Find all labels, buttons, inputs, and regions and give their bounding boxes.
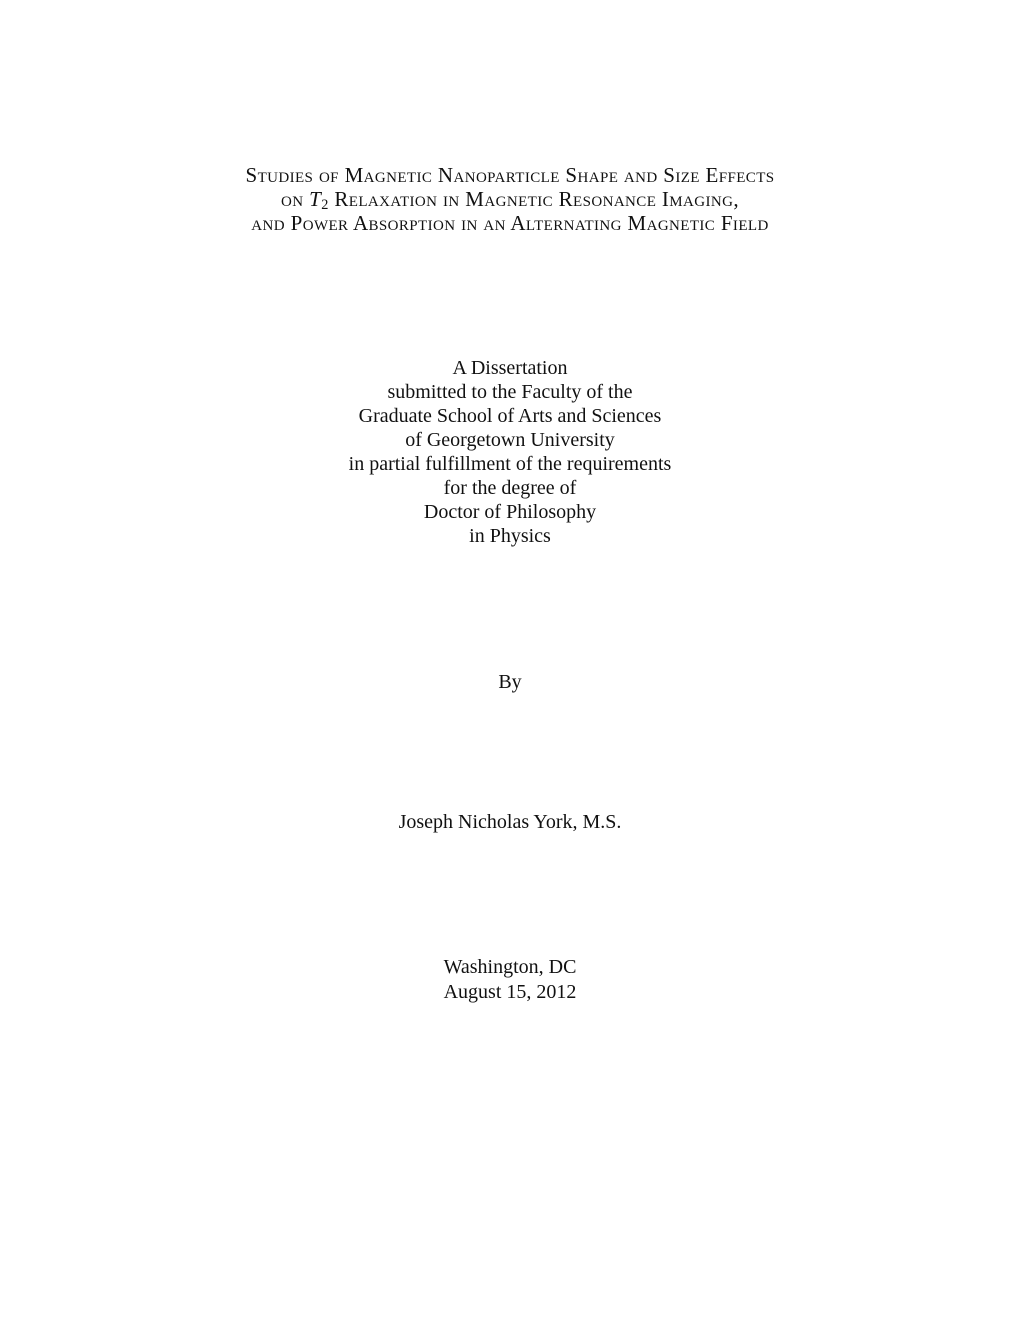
location: Washington, DC <box>443 956 577 978</box>
statement-line: submitted to the Faculty of the <box>387 381 633 403</box>
statement-line: of Georgetown University <box>405 429 615 451</box>
statement-line: in partial fulfillment of the requirements <box>348 453 672 475</box>
statement-line: A Dissertation <box>452 357 568 379</box>
dissertation-title <box>0 163 1020 235</box>
statement-line: Doctor of Philosophy <box>423 501 597 523</box>
t2-variable: T <box>309 187 322 211</box>
statement-line: Graduate School of Arts and Sciences <box>358 405 662 427</box>
title-line-3: and Power Absorption in an Alternating Magnetic Field <box>251 211 769 235</box>
date: August 15, 2012 <box>443 981 577 1003</box>
title-line-2-post: Relaxation in Magnetic Resonance Imaging, <box>328 187 740 211</box>
byline: By <box>498 671 522 693</box>
statement-line: for the degree of <box>443 477 577 499</box>
t2-subscript: 2 <box>321 197 329 214</box>
title-line-1: Studies of Magnetic Nanoparticle Shape and Size Effects <box>245 163 775 187</box>
title-line-2 <box>0 187 1020 214</box>
place-and-date <box>0 955 1020 1005</box>
title-line-2-pre: on <box>280 187 310 211</box>
author-name: Joseph Nicholas York, M.S. <box>398 811 622 833</box>
submission-statement <box>0 356 1020 548</box>
statement-line: in Physics <box>469 525 551 547</box>
